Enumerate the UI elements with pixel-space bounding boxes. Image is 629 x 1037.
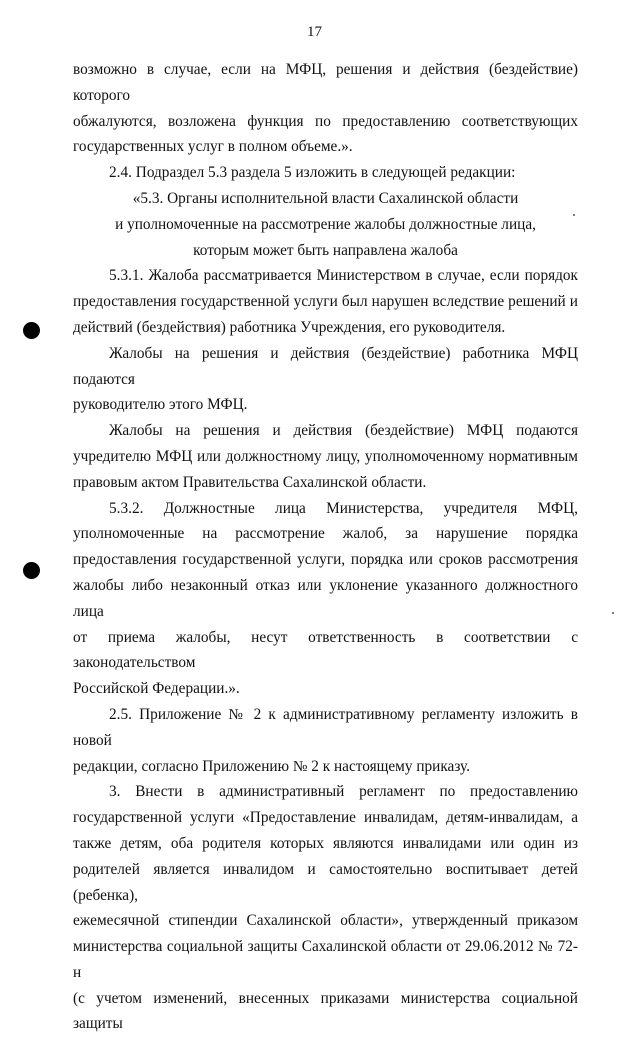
text-line: государственной услуги «Предоставление инвалидам, детям-инвалидам, а	[73, 809, 578, 827]
text-line: (с учетом изменений, внесенных приказами министерства социальной защиты	[73, 989, 578, 1033]
text-line: возможно в случае, если на МФЦ, решения и действия (бездействие) которого	[73, 61, 578, 104]
text-line: руководителю этого МФЦ.	[73, 396, 248, 414]
punch-hole-mark	[23, 562, 40, 579]
paragraph-2-5	[73, 702, 578, 779]
paragraph-mfc-complaints	[73, 341, 578, 418]
paragraph-continuation	[73, 57, 578, 160]
paragraph-mfc-founder	[73, 418, 578, 495]
title-line: и уполномоченные на рассмотрение жалобы должностные лица,	[115, 215, 536, 233]
text-line: Жалобы на решения и действия (бездействие) МФЦ подаются	[109, 422, 578, 440]
document-body	[73, 57, 578, 1037]
text-line: действий (бездействия) работника Учреждения, его руководителя.	[73, 318, 506, 336]
text-line: учредителю МФЦ или должностному лицу, уполномоченному нормативным	[73, 447, 578, 465]
text-line: 5.3.1. Жалоба рассматривается Министерством в случае, если порядок	[109, 267, 578, 285]
text-line: 2.4. Подраздел 5.3 раздела 5 изложить в следующей редакции:	[109, 164, 516, 182]
text-line: государственных услуг в полном объеме.».	[73, 138, 353, 156]
page-number: 17	[307, 24, 322, 40]
text-line: 2.5. Приложение № 2 к административному регламенту изложить в новой	[73, 705, 578, 749]
text-line: редакции, согласно Приложению № 2 к настоящему приказу.	[73, 757, 471, 775]
text-line: уполномоченные на рассмотрение жалоб, за нарушение порядка	[73, 525, 578, 543]
text-line: 3. Внести в административный регламент по предоставлению	[109, 783, 578, 801]
text-line: обжалуются, возложена функция по предоставлению соответствующих	[73, 112, 578, 130]
title-line: «5.3. Органы исполнительной власти Сахалинской области	[132, 189, 519, 207]
title-line: которым может быть направлена жалоба	[193, 241, 458, 259]
scan-speck	[612, 612, 614, 614]
paragraph-5-3-1	[73, 263, 578, 340]
text-line: предоставления государственной услуги был нарушен вследствие решений и	[73, 293, 578, 311]
section-title-5-3	[73, 186, 578, 263]
text-line: жалобы либо незаконный отказ или уклонение указанного должностного лица	[73, 576, 578, 620]
punch-hole-mark	[23, 322, 40, 339]
text-line: Российской Федерации.».	[73, 680, 240, 698]
paragraph-3	[73, 779, 578, 1037]
text-line: ежемесячной стипендии Сахалинской области», утвержденный приказом	[73, 912, 578, 930]
text-line: родителей является инвалидом и самостоятельно воспитывает детей (ребенка),	[73, 860, 578, 904]
text-line: также детям, оба родителя которых являются инвалидами или один из	[73, 834, 578, 852]
text-line: Жалобы на решения и действия (бездействие) работника МФЦ подаются	[73, 344, 578, 388]
paragraph-2-4	[73, 160, 578, 186]
paragraph-5-3-2	[73, 496, 578, 702]
text-line: 5.3.2. Должностные лица Министерства, учредителя МФЦ,	[109, 499, 578, 517]
text-line: правовым актом Правительства Сахалинской области.	[73, 473, 427, 491]
text-line: от приема жалобы, несут ответственность в соответствии с законодательством	[73, 628, 578, 672]
text-line: министерства социальной защиты Сахалинской области от 29.06.2012 № 72-н	[73, 938, 578, 981]
text-line: предоставления государственной услуги, порядка или сроков рассмотрения	[73, 551, 578, 569]
